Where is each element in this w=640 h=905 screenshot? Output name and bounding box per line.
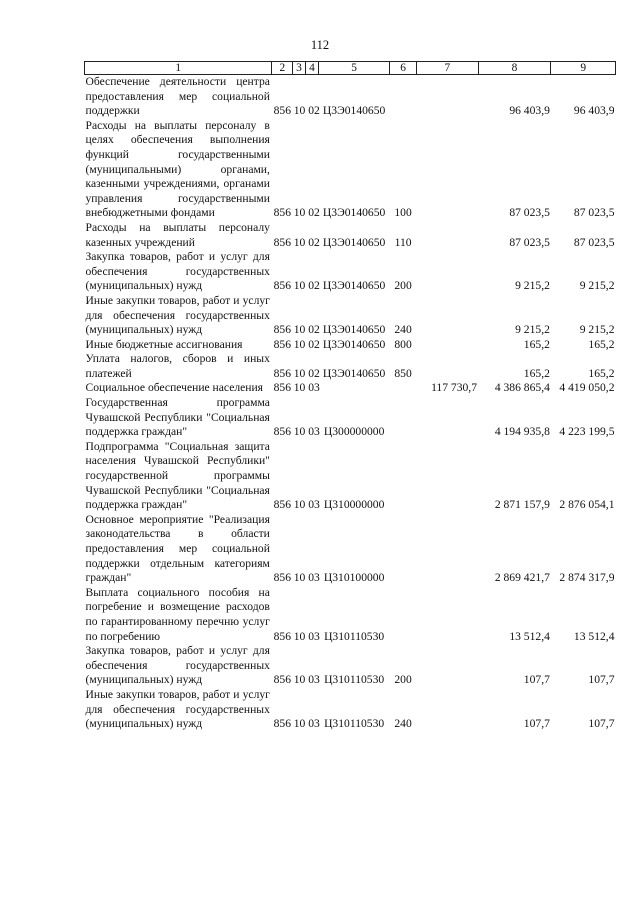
amount-col8: 2 871 157,9 (494, 498, 550, 512)
target-article-code: Ц3Э0140650 (322, 323, 386, 337)
table-row (85, 119, 616, 221)
amount-col9: 165,2 (588, 337, 615, 351)
amount-col7 (417, 352, 478, 381)
amount-col8: 107,7 (523, 673, 550, 687)
section-code: 10 02 (293, 206, 320, 220)
ministry-code: 856 (273, 425, 291, 439)
amount-col7 (417, 338, 478, 353)
ministry-code: 856 (273, 381, 291, 395)
section-code: 10 02 (293, 337, 320, 351)
section-code: 10 02 (293, 235, 320, 249)
row-description: Иные закупки товаров, работ и услуг для обеспечения государственных (муниципальных) нужд (85, 293, 270, 337)
section-code: 10 03 (293, 717, 320, 731)
target-article-code: Ц310110530 (324, 717, 385, 731)
column-header: 6 (390, 62, 417, 75)
amount-col7 (417, 586, 478, 644)
row-description: Уплата налогов, сборов и иных платежей (85, 352, 270, 380)
column-header: 9 (551, 62, 616, 75)
amount-col8: 9 215,2 (515, 279, 550, 293)
amount-col7: 117 730,7 (431, 381, 478, 395)
row-description: Иные бюджетные ассигнования (85, 337, 243, 351)
header-row (85, 62, 616, 75)
table-row (85, 250, 616, 294)
row-description: Закупка товаров, работ и услуг для обеспечения государственных (муниципальных) нужд (85, 250, 270, 293)
ministry-code: 856 (273, 717, 291, 731)
ministry-code: 856 (273, 279, 291, 293)
target-article-code: Ц3Э0140650 (322, 337, 386, 351)
expense-type-code (390, 75, 417, 119)
amount-col8: 4 386 865,4 (494, 381, 550, 395)
amount-col9: 4 419 050,2 (559, 381, 615, 395)
amount-col8: 87 023,5 (509, 235, 550, 249)
row-description: Выплата социального пособия на погребение и возмещение расходов по гарантированному перечню услуг по погребению (85, 585, 270, 643)
amount-col7 (417, 396, 478, 440)
amount-col9: 9 215,2 (579, 323, 615, 337)
row-description: Иные закупки товаров, работ и услуг для обеспечения государственных (муниципальных) нужд (85, 687, 270, 731)
table-row (85, 352, 616, 381)
amount-col9: 107,7 (588, 673, 615, 687)
amount-col9: 9 215,2 (579, 279, 615, 293)
section-code: 10 03 (293, 381, 320, 395)
amount-col8: 107,7 (523, 717, 550, 731)
expense-type-code: 200 (394, 673, 412, 687)
section-code: 10 02 (293, 104, 320, 118)
amount-col8: 96 403,9 (509, 104, 550, 118)
expense-type-code (390, 586, 417, 644)
table-row (85, 644, 616, 688)
page-number: 112 (310, 38, 330, 52)
amount-col9: 2 876 054,1 (559, 498, 615, 512)
amount-col7 (417, 250, 478, 294)
expense-type-code: 110 (394, 235, 412, 249)
section-code: 10 03 (293, 425, 320, 439)
target-article-code: Ц310110530 (324, 629, 385, 643)
expense-type-code (390, 396, 417, 440)
row-description: Обеспечение деятельности центра предоставления мер социальной поддержки (85, 75, 270, 118)
amount-col8: 165,2 (523, 366, 550, 380)
row-description: Подпрограмма "Социальная защита населения Чувашской Республики" государственной программы Чувашской Республики "Социальная поддержка граждан" (85, 439, 270, 512)
amount-col7 (417, 119, 478, 221)
column-header: 7 (417, 62, 478, 75)
expense-type-code (390, 440, 417, 513)
column-header: 5 (319, 62, 390, 75)
ministry-code: 856 (273, 235, 291, 249)
section-code: 10 03 (293, 673, 320, 687)
amount-col8: 87 023,5 (509, 206, 550, 220)
amount-col9: 107,7 (588, 717, 615, 731)
amount-col7 (417, 688, 478, 732)
amount-col7 (417, 644, 478, 688)
column-header: 2 (272, 62, 293, 75)
expense-type-code (390, 513, 417, 586)
ministry-code: 856 (273, 366, 291, 380)
amount-col8: 9 215,2 (515, 323, 550, 337)
table-row (85, 440, 616, 513)
target-article-code: Ц3Э0140650 (322, 235, 386, 249)
amount-col8: 4 194 935,8 (494, 425, 550, 439)
amount-col9: 165,2 (588, 366, 615, 380)
table-row (85, 513, 616, 586)
budget-table (84, 61, 616, 732)
amount-col7 (417, 294, 478, 338)
column-header: 4 (305, 62, 319, 75)
amount-col9: 13 512,4 (573, 629, 615, 643)
target-article-code (319, 381, 390, 396)
target-article-code: Ц310110530 (324, 673, 385, 687)
ministry-code: 856 (273, 498, 291, 512)
table-row (85, 396, 616, 440)
row-description: Закупка товаров, работ и услуг для обеспечения государственных (муниципальных) нужд (85, 644, 270, 687)
column-header: 3 (293, 62, 305, 75)
table-body (85, 75, 616, 732)
expense-type-code: 100 (394, 206, 412, 220)
expense-type-code: 850 (394, 366, 412, 380)
ministry-code: 856 (273, 104, 291, 118)
ministry-code: 856 (273, 571, 291, 585)
column-header: 8 (478, 62, 551, 75)
table-row (85, 381, 616, 396)
table-row (85, 338, 616, 353)
amount-col8: 13 512,4 (509, 629, 550, 643)
section-code: 10 03 (293, 571, 320, 585)
row-description: Государственная программа Чувашской Республики "Социальная поддержка граждан" (85, 396, 270, 439)
table-row (85, 221, 616, 250)
ministry-code: 856 (273, 673, 291, 687)
amount-col8: 2 869 421,7 (494, 571, 550, 585)
amount-col9: 96 403,9 (573, 104, 615, 118)
table-row (85, 688, 616, 732)
ministry-code: 856 (273, 323, 291, 337)
target-article-code: Ц300000000 (323, 425, 385, 439)
amount-col9: 4 223 199,5 (559, 425, 615, 439)
target-article-code: Ц3Э0140650 (322, 206, 386, 220)
expense-type-code (390, 381, 417, 396)
amount-col9: 87 023,5 (573, 206, 615, 220)
section-code: 10 03 (293, 629, 320, 643)
expense-type-code: 800 (394, 337, 412, 351)
section-code: 10 03 (293, 498, 320, 512)
expense-type-code: 240 (394, 323, 412, 337)
row-description: Расходы на выплаты персоналу в целях обеспечения выполнения функций государственными (муниципальными) органами, казенными учреждениями, органами управления государственными внебюджетными фондами (85, 118, 270, 220)
row-description: Расходы на выплаты персоналу казенных учреждений (85, 220, 270, 249)
section-code: 10 02 (293, 279, 320, 293)
table-row (85, 586, 616, 644)
target-article-code: Ц3Э0140650 (322, 279, 386, 293)
amount-col7 (417, 75, 478, 119)
amount-col7 (417, 513, 478, 586)
amount-col7 (417, 221, 478, 250)
section-code: 10 02 (293, 366, 320, 380)
target-article-code: Ц3Э0140650 (322, 366, 386, 380)
section-code: 10 02 (293, 323, 320, 337)
amount-col8: 165,2 (523, 337, 550, 351)
amount-col9: 2 874 317,9 (559, 571, 615, 585)
ministry-code: 856 (273, 629, 291, 643)
amount-col9: 87 023,5 (573, 235, 615, 249)
column-header: 1 (85, 62, 272, 75)
row-description: Основное мероприятие "Реализация законодательства в области предоставления мер социальной поддержки отдельным категориям граждан" (85, 512, 270, 585)
table-row (85, 75, 616, 119)
expense-type-code: 240 (394, 717, 412, 731)
target-article-code: Ц310100000 (323, 571, 385, 585)
amount-col7 (417, 440, 478, 513)
target-article-code: Ц310000000 (323, 498, 385, 512)
target-article-code: Ц3Э0140650 (322, 104, 386, 118)
ministry-code: 856 (273, 337, 291, 351)
row-description: Социальное обеспечение населения (85, 381, 264, 395)
ministry-code: 856 (273, 206, 291, 220)
expense-type-code: 200 (394, 279, 412, 293)
table-row (85, 294, 616, 338)
table-header (85, 62, 616, 75)
